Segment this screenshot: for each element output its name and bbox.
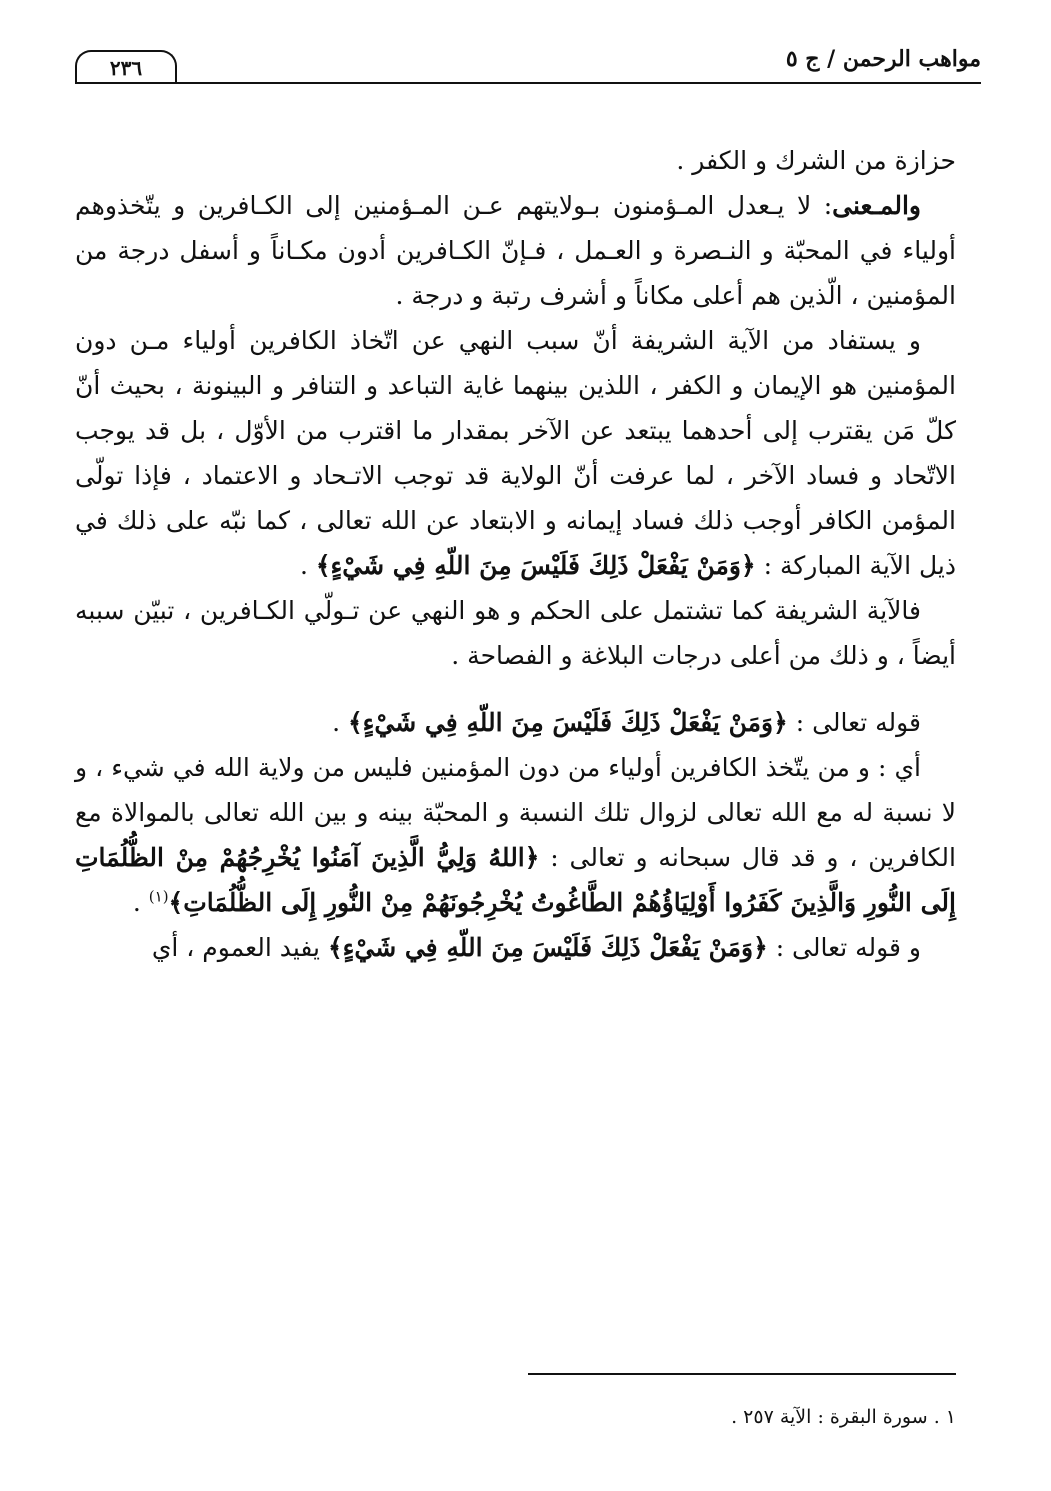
page-header	[75, 40, 981, 90]
paragraph-4-text: فالآية الشريفة كما تشتمل على الحكم و هو النهي عن تـولّي الكـافرين ، تبيّن سببه أيضاً ، و ذلك من أعلى درجات البلاغة و الفصاحة .	[75, 596, 956, 670]
footnote-reference: (١)	[148, 887, 169, 906]
running-title: مواهب الرحمن / ج ٥	[785, 46, 981, 72]
paragraph-1-text: حزازة من الشرك و الكفر .	[676, 146, 956, 175]
paragraph-3-text: و يستفاد من الآية الشريفة أنّ سبب النهي عن اتّخاذ الكافرين أولياء مـن دون المؤمنين هو الإيمان و الكفر ، اللذين بينهما غاية التباعد و التنافر و البينونة ، بحيث أنّ كلّ مَن يقترب إلى أحدهما يبتعد عن الآخر بمقدار ما اقترب من الأوّل ، بل قد يوجب الاتّحاد و فساد الآخر ، لما عرفت أنّ الولاية قد توجب الاتـحاد و الاعتماد ، فإذا تولّى المؤمن الكافر أوجب ذلك فساد إيمانه و الابتعاد عن الله تعالى ، كما نبّه على ذلك في ذيل الآية المباركة :	[75, 326, 956, 580]
footnote: ١ . سورة البقرة : الآية ٢٥٧ .	[731, 1406, 956, 1428]
footnote-divider	[528, 1373, 956, 1375]
paragraph-5-ayah: ﴿وَمَنْ يَفْعَلْ ذَلِكَ فَلَيْسَ مِنَ اللّهِ فِي شَيْءٍ﴾	[347, 708, 788, 737]
paragraph-4	[75, 588, 956, 678]
paragraph-3-ayah: ﴿وَمَنْ يَفْعَلْ ذَلِكَ فَلَيْسَ مِنَ اللّهِ فِي شَيْءٍ﴾	[315, 551, 756, 580]
paragraph-7-suffix: يفيد العموم ، أي	[151, 933, 320, 962]
paragraph-5-prefix: قوله تعالى :	[795, 708, 921, 737]
paragraph-6-text: أي : و من يتّخذ الكافرين أولياء من دون المؤمنين فليس من ولاية الله في شيء ، و لا نسبة له مع الله تعالى لزوال تلك النسبة و المحبّة بينه و بين الله تعالى بالموالاة مع الكافرين ، و قد قال سبحانه و تعالى :	[75, 753, 956, 872]
paragraph-7-prefix: و قوله تعالى :	[775, 933, 921, 962]
paragraph-1	[75, 138, 956, 183]
paragraph-6-end: .	[132, 888, 141, 917]
paragraph-2	[75, 183, 956, 318]
paragraph-2-text: : لا يـعدل المـؤمنون بـولايتهم عـن المـؤمنين إلى الكـافرين و يتّخذوهم أولياء في المحبّة و النـصرة و العـمل ، فـإنّ الكـافرين أدون مكـاناً و أسفل درجة من المؤمنين ، الّذين هم أعلى مكاناً و أشرف رتبة و درجة .	[75, 191, 956, 310]
paragraph-6	[75, 745, 956, 925]
paragraph-5-end: .	[332, 708, 341, 737]
section-gap	[75, 678, 956, 700]
paragraph-3-end: .	[299, 551, 308, 580]
main-text	[75, 138, 956, 970]
paragraph-6-ayah: ﴿اللهُ وَلِيُّ الَّذِينَ آمَنُوا يُخْرِجُهُمْ مِنْ الظُّلُمَاتِ إِلَى النُّورِ وَالَّذِينَ كَفَرُوا أَوْلِيَاؤُهُمْ الطَّاغُوتُ يُخْرِجُونَهُمْ مِنْ النُّورِ إِلَى الظُّلُمَاتِ﴾	[75, 843, 956, 917]
page-number: ٢٣٦	[75, 50, 177, 82]
header-rule	[75, 82, 981, 84]
paragraph-7-ayah: ﴿وَمَنْ يَفْعَلْ ذَلِكَ فَلَيْسَ مِنَ اللّهِ فِي شَيْءٍ﴾	[327, 933, 768, 962]
paragraph-3	[75, 318, 956, 588]
paragraph-2-lead: والمـعنى	[832, 191, 921, 220]
paragraph-5	[75, 700, 956, 745]
paragraph-7	[75, 925, 956, 970]
